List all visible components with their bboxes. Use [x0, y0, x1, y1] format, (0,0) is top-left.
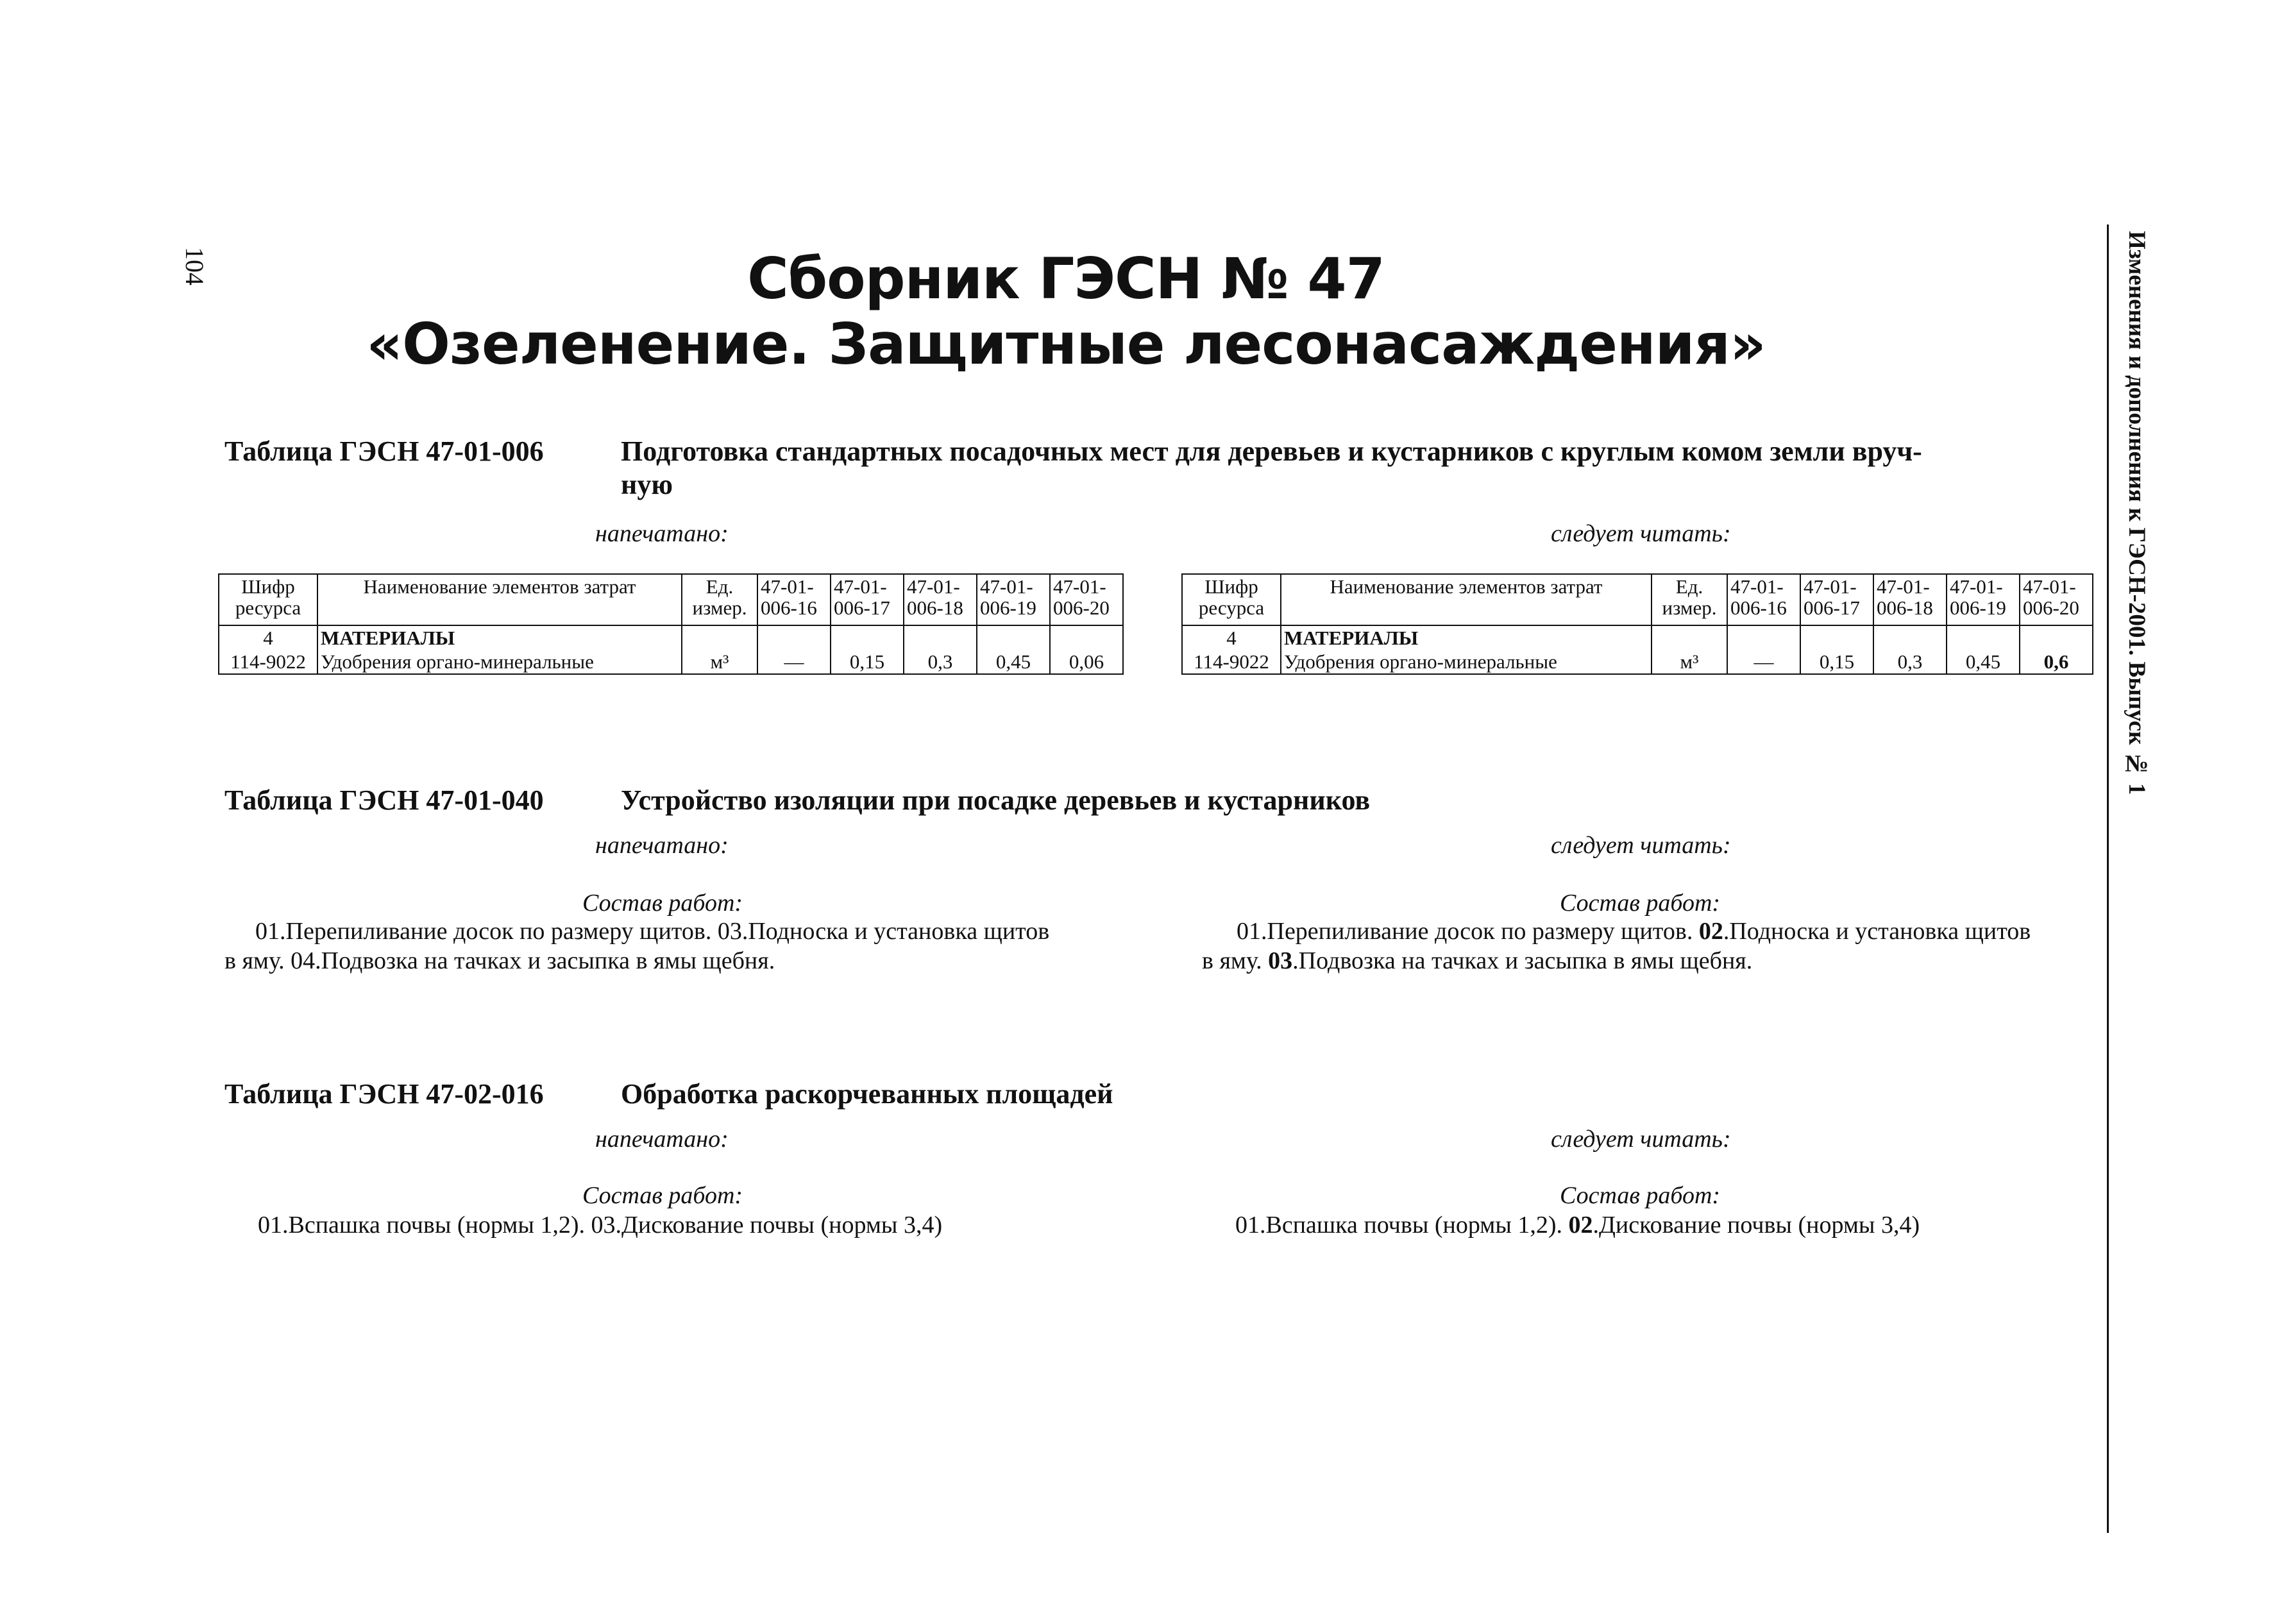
section3-correct-line: 01.Вспашка почвы (нормы 1,2). 02.Дискование почвы (нормы 3,4): [1235, 1212, 1920, 1239]
section2-correct-work-caption: Состав работ:: [1560, 890, 1721, 917]
header-col-17: 47-01-006-17: [831, 574, 904, 625]
row-code: 114-9022: [1182, 650, 1281, 674]
table-row: [1182, 625, 2093, 650]
header-col-18: 47-01-006-18: [1873, 574, 1947, 625]
section2-title: Устройство изоляции при посадке деревьев и кустарников: [621, 784, 1371, 816]
header-col-16: 47-01-006-16: [1727, 574, 1800, 625]
value-17: 0,15: [1800, 650, 1873, 674]
table-header-row: [1182, 574, 2093, 625]
header-col-20: 47-01-006-20: [1050, 574, 1123, 625]
section3-printed-caption: напечатано:: [595, 1126, 729, 1153]
corrected-number: 02: [1568, 1212, 1593, 1239]
side-header: Изменения и дополнения к ГЭСН-2001. Выпуск № 1: [2124, 231, 2150, 795]
section3-correct-caption: следует читать:: [1551, 1126, 1731, 1153]
section2-printed-caption: напечатано:: [595, 832, 729, 859]
group-code: 4: [1182, 625, 1281, 650]
section2-code: Таблица ГЭСН 47-01-040: [224, 784, 544, 816]
section1-title-line1: Подготовка стандартных посадочных мест для деревьев и кустарников с круглым комом земли вруч-: [621, 436, 1922, 467]
section2-printed-line1: 01.Перепиливание досок по размеру щитов. 03.Подноска и установка щитов: [255, 918, 1050, 945]
page-number: 104: [180, 247, 209, 285]
value-20: 0,06: [1050, 650, 1123, 674]
section2-correct-caption: следует читать:: [1551, 832, 1731, 859]
section1-correct-caption: следует читать:: [1551, 520, 1731, 547]
section3-printed-line: 01.Вспашка почвы (нормы 1,2). 03.Дискование почвы (нормы 3,4): [258, 1212, 943, 1239]
section3-correct-work-caption: Состав работ:: [1560, 1182, 1721, 1209]
collection-subtitle: «Озеленение. Защитные лесонасаждения»: [366, 311, 1766, 377]
section2-printed-work-caption: Состав работ:: [582, 890, 743, 917]
header-unit: Ед. измер.: [1652, 574, 1727, 625]
printed-table: [218, 573, 1124, 675]
value-17: 0,15: [831, 650, 904, 674]
collection-title: Сборник ГЭСН № 47: [747, 246, 1385, 312]
table-row: [1182, 650, 2093, 674]
section2-correct-line1: 01.Перепиливание досок по размеру щитов. 02.Подноска и установка щитов: [1237, 918, 2031, 945]
row-name: Удобрения органо-минеральные: [317, 650, 682, 674]
row-unit: м³: [1652, 650, 1727, 674]
header-col-16: 47-01-006-16: [757, 574, 831, 625]
header-col-17: 47-01-006-17: [1800, 574, 1873, 625]
value-18: 0,3: [904, 650, 977, 674]
group-name: МАТЕРИАЛЫ: [317, 625, 682, 650]
group-code: 4: [219, 625, 317, 650]
value-19: 0,45: [1947, 650, 2020, 674]
header-code: Шифр ресурса: [219, 574, 317, 625]
value-20-corrected: 0,6: [2020, 650, 2093, 674]
row-code: 114-9022: [219, 650, 317, 674]
row-name: Удобрения органо-минеральные: [1281, 650, 1652, 674]
table-header-row: [219, 574, 1123, 625]
section1-title-line2: ную: [621, 469, 673, 500]
section3-code: Таблица ГЭСН 47-02-016: [224, 1078, 544, 1110]
value-16: —: [757, 650, 831, 674]
header-name: Наименование элементов затрат: [1281, 574, 1652, 625]
section1-printed-caption: напечатано:: [595, 520, 729, 547]
value-18: 0,3: [1873, 650, 1947, 674]
section3-printed-work-caption: Состав работ:: [582, 1182, 743, 1209]
corrected-number: 02: [1698, 918, 1723, 945]
correct-table: [1181, 573, 2093, 675]
header-name: Наименование элементов затрат: [317, 574, 682, 625]
value-16: —: [1727, 650, 1800, 674]
header-code: Шифр ресурса: [1182, 574, 1281, 625]
table-row: [219, 625, 1123, 650]
header-col-19: 47-01-006-19: [1947, 574, 2020, 625]
section2-correct-line2: в яму. 03.Подвозка на тачках и засыпка в ямы щебня.: [1202, 947, 1753, 974]
value-19: 0,45: [977, 650, 1050, 674]
table-row: [219, 650, 1123, 674]
section3-title: Обработка раскорчеванных площадей: [621, 1078, 1113, 1110]
group-name: МАТЕРИАЛЫ: [1281, 625, 1652, 650]
section1-code: Таблица ГЭСН 47-01-006: [224, 436, 544, 467]
header-unit: Ед. измер.: [682, 574, 757, 625]
section2-printed-line2: в яму. 04.Подвозка на тачках и засыпка в ямы щебня.: [224, 947, 775, 974]
header-col-19: 47-01-006-19: [977, 574, 1050, 625]
section1-title: [621, 435, 2019, 502]
header-col-20: 47-01-006-20: [2020, 574, 2093, 625]
corrected-number: 03: [1268, 947, 1293, 974]
row-unit: м³: [682, 650, 757, 674]
header-col-18: 47-01-006-18: [904, 574, 977, 625]
